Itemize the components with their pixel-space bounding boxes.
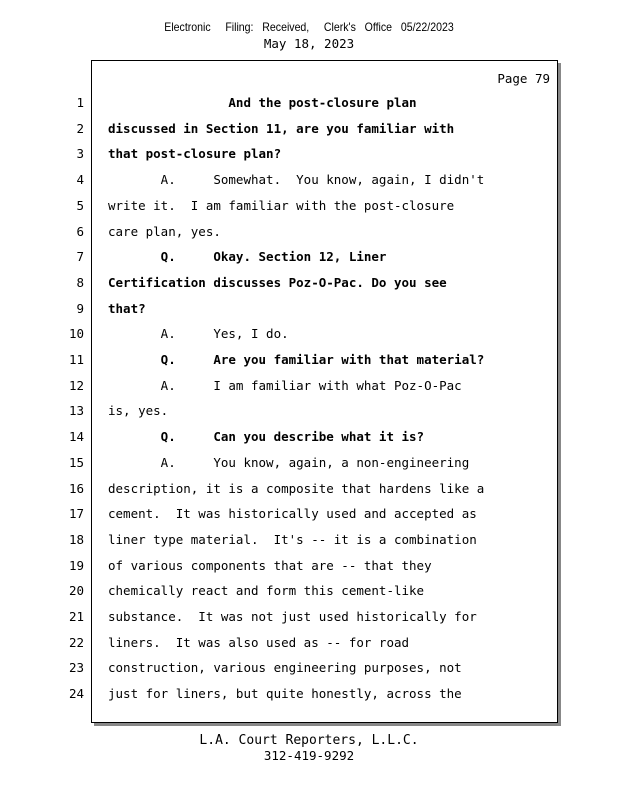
- line-text: description, it is a composite that hardens like a: [108, 481, 485, 496]
- line-number: 13: [68, 403, 84, 418]
- reporter-phone: 312-419-9292: [263, 748, 355, 763]
- reporter-company: L.A. Court Reporters, L.L.C.: [199, 733, 419, 748]
- line-number: 21: [68, 609, 84, 624]
- filing-stamp: Electronic Filing: Received, Clerk's Office 05/22/2023: [164, 20, 454, 34]
- line-number: 6: [76, 224, 84, 239]
- line-text: chemically react and form this cement-like: [108, 583, 425, 598]
- line-text: care plan, yes.: [108, 224, 221, 239]
- line-number: 10: [68, 326, 84, 341]
- line-text: liner type material. It's -- it is a combination: [108, 532, 477, 547]
- line-number: 19: [68, 558, 84, 573]
- line-text: A. I am familiar with what Poz-O-Pac: [108, 378, 462, 393]
- line-text: Certification discusses Poz-O-Pac. Do you see: [108, 275, 447, 290]
- line-number: 18: [68, 532, 84, 547]
- line-text: that post-closure plan?: [108, 146, 282, 161]
- line-number: 4: [76, 172, 84, 187]
- line-text: And the post-closure plan: [108, 95, 417, 110]
- line-number: 20: [68, 583, 84, 598]
- line-text: of various components that are -- that they: [108, 558, 432, 573]
- line-text: substance. It was not just used historically for: [108, 609, 477, 624]
- line-number: 16: [68, 481, 84, 496]
- line-text: write it. I am familiar with the post-closure: [108, 198, 455, 213]
- line-text: is, yes.: [108, 403, 169, 418]
- line-text: cement. It was historically used and accepted as: [108, 506, 477, 521]
- transcript-date: May 18, 2023: [263, 36, 355, 51]
- line-text: A. Yes, I do.: [108, 326, 289, 341]
- line-number: 15: [68, 455, 84, 470]
- line-number: 3: [76, 146, 84, 161]
- line-text: Q. Okay. Section 12, Liner: [108, 249, 387, 264]
- line-text: liners. It was also used as -- for road: [108, 635, 410, 650]
- line-number: 1: [76, 95, 84, 110]
- line-text: construction, various engineering purposes, not: [108, 660, 462, 675]
- line-number: 7: [76, 249, 84, 264]
- line-text: that?: [108, 301, 146, 316]
- line-number: 11: [68, 352, 84, 367]
- page-number: Page 79: [497, 71, 550, 86]
- line-text: A. You know, again, a non-engineering: [108, 455, 470, 470]
- line-text: Q. Are you familiar with that material?: [108, 352, 485, 367]
- line-number: 23: [68, 660, 84, 675]
- line-number: 2: [76, 121, 84, 136]
- line-number: 24: [68, 686, 84, 701]
- line-number: 9: [76, 301, 84, 316]
- line-number: 12: [68, 378, 84, 393]
- line-number: 14: [68, 429, 84, 444]
- line-number: 17: [68, 506, 84, 521]
- line-number: 8: [76, 275, 84, 290]
- line-number: 5: [76, 198, 84, 213]
- line-text: discussed in Section 11, are you familiar with: [108, 121, 455, 136]
- line-number: 22: [68, 635, 84, 650]
- line-text: Q. Can you describe what it is?: [108, 429, 425, 444]
- line-text: A. Somewhat. You know, again, I didn't: [108, 172, 485, 187]
- line-text: just for liners, but quite honestly, across the: [108, 686, 462, 701]
